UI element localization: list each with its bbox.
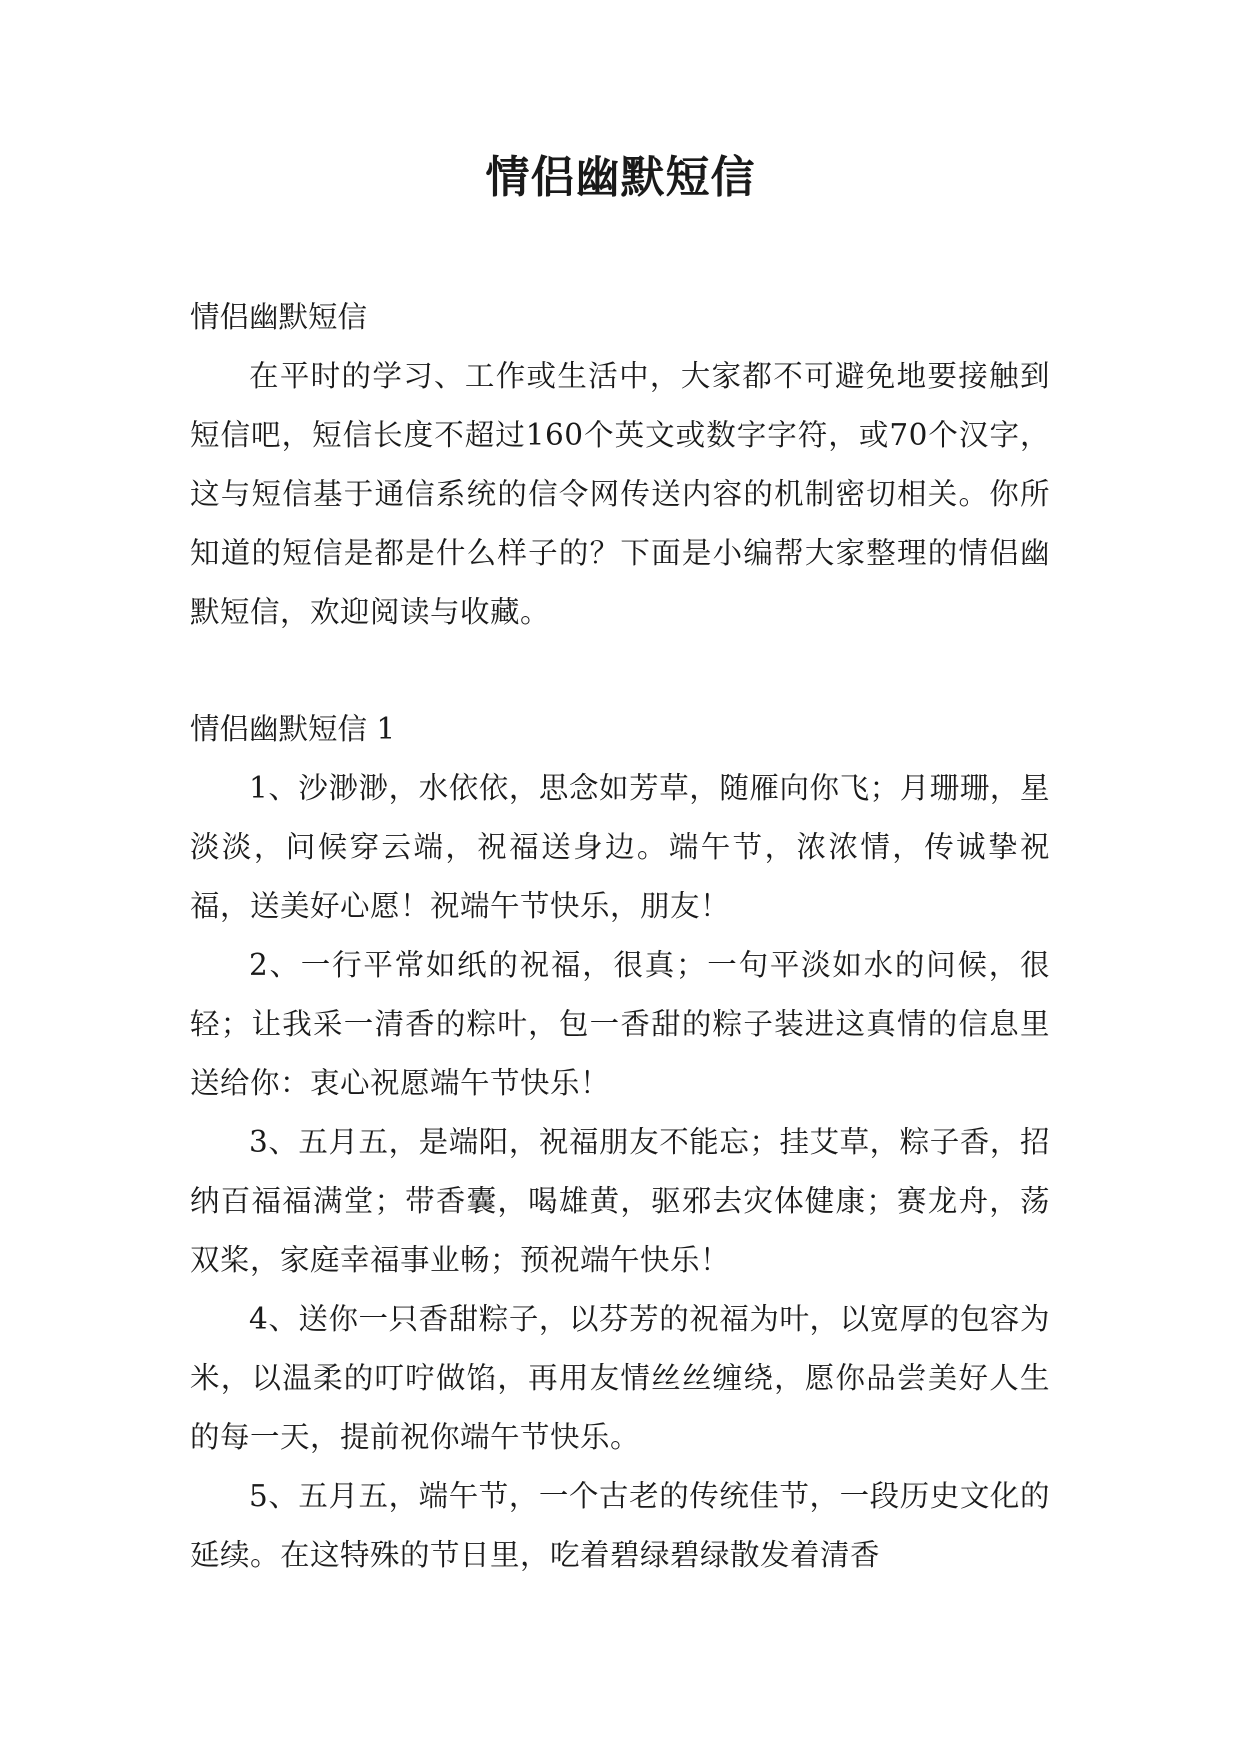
document-title: 情侣幽默短信 [485, 152, 756, 203]
list-item: 1、沙渺渺，水依依，思念如芳草，随雁向你飞；月珊珊，星淡淡，问候穿云端，祝福送身边。端午节，浓浓情，传诚挚祝福，送美好心愿！祝端午节快乐，朋友！ [190, 771, 1050, 923]
list-item: 4、送你一只香甜粽子，以芬芳的祝福为叶，以宽厚的包容为米，以温柔的叮咛做馅，再用友情丝丝缠绕，愿你品尝美好人生的每一天，提前祝你端午节快乐。 [190, 1302, 1050, 1454]
section-heading: 情侣幽默短信 1 [190, 712, 396, 746]
document-body [190, 288, 1050, 1585]
list-item: 5、五月五，端午节，一个古老的传统佳节，一段历史文化的延续。在这特殊的节日里，吃着碧绿碧绿散发着清香 [190, 1479, 1050, 1572]
intro-paragraph: 在平时的学习、工作或生活中，大家都不可避免地要接触到短信吧，短信长度不超过160个英文或数字字符，或70个汉字，这与短信基于通信系统的信令网传送内容的机制密切相关。你所知道的短信是都是什么样子的？下面是小编帮大家整理的情侣幽默短信，欢迎阅读与收藏。 [190, 359, 1050, 629]
document-subtitle: 情侣幽默短信 [190, 300, 368, 334]
list-item: 2、一行平常如纸的祝福，很真；一句平淡如水的问候，很轻；让我采一清香的粽叶，包一香甜的粽子装进这真情的信息里送给你：衷心祝愿端午节快乐！ [190, 948, 1050, 1100]
section-spacer [190, 642, 1050, 700]
list-item: 3、五月五，是端阳，祝福朋友不能忘；挂艾草，粽子香，招纳百福福满堂；带香囊，喝雄黄，驱邪去灾体健康；赛龙舟，荡双桨，家庭幸福事业畅；预祝端午快乐！ [190, 1125, 1050, 1277]
